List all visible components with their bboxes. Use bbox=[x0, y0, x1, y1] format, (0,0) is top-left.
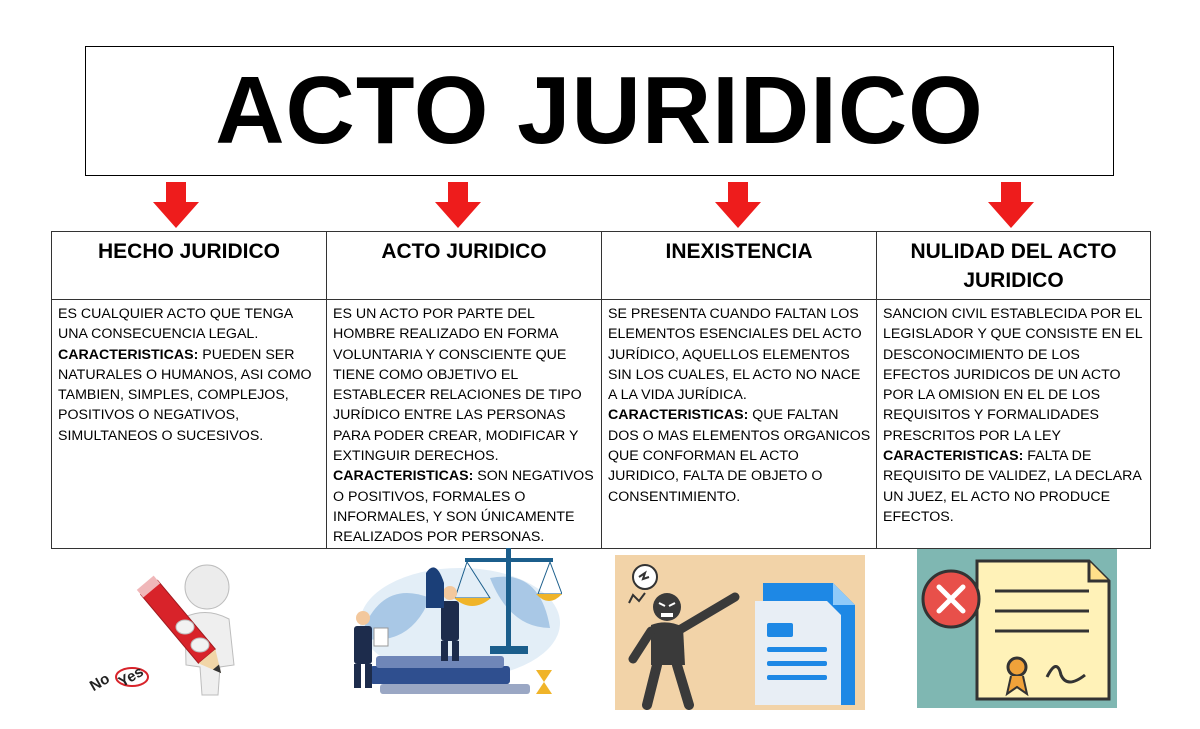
down-arrow-icon bbox=[153, 182, 199, 228]
down-arrow-icon bbox=[715, 182, 761, 228]
table-header-row bbox=[52, 232, 1151, 300]
person-pencil-icon bbox=[82, 555, 252, 705]
yes-label: Yes bbox=[115, 663, 147, 691]
title-box bbox=[85, 46, 1114, 176]
void-document-icon bbox=[917, 549, 1117, 708]
justice-scale-icon bbox=[340, 538, 562, 698]
table-body-row bbox=[52, 300, 1151, 549]
heading-inexistencia: INEXISTENCIA bbox=[602, 232, 877, 300]
down-arrow-icon bbox=[435, 182, 481, 228]
cell-acto-juridico bbox=[327, 300, 602, 549]
cell-nulidad bbox=[877, 300, 1151, 549]
page-title: ACTO JURIDICO bbox=[215, 57, 984, 164]
cell-hecho-juridico bbox=[52, 300, 327, 549]
characteristics-text: FALTA DE REQUISITO DE VALIDEZ, LA DECLARA UN JUEZ, EL ACTO NO PRODUCE EFECTOS. bbox=[883, 448, 1142, 525]
concept-table bbox=[51, 231, 1151, 549]
characteristics-label: CARACTERISTICAS: bbox=[58, 346, 199, 363]
definition-text: SANCION CIVIL ESTABLECIDA POR EL LEGISLADOR Y QUE CONSISTE EN EL DESCONOCIMIENTO DE LOS EFECTOS JURIDICOS DE UN ACTO POR LA OMISION EN EL DE LOS REQUISITOS Y FORMALIDADES PRESCRITOS POR LA LEY bbox=[883, 306, 1143, 444]
heading-acto-juridico: ACTO JURIDICO bbox=[327, 232, 602, 300]
characteristics-label: CARACTERISTICAS: bbox=[883, 448, 1024, 465]
heading-hecho-juridico: HECHO JURIDICO bbox=[52, 232, 327, 300]
down-arrow-icon bbox=[988, 182, 1034, 228]
characteristics-text: PUEDEN SER NATURALES O HUMANOS, ASI COMO TAMBIEN, SIMPLES, COMPLEJOS, POSITIVOS O NEGATIVOS, SIMULTANEOS O SUCESIVOS. bbox=[58, 346, 312, 444]
characteristics-text: QUE FALTAN DOS O MAS ELEMENTOS ORGANICOS QUE CONFORMAN EL ACTO JURIDICO, FALTA DE OBJETO O CONSENTIMIENTO. bbox=[608, 407, 871, 505]
definition-text: ES UN ACTO POR PARTE DEL HOMBRE REALIZADO EN FORMA VOLUNTARIA Y CONSCIENTE QUE TIENE COMO OBJETIVO EL ESTABLECER RELACIONES DE TIPO JURÍDICO ENTRE LAS PERSONAS PARA PODER CREAR, MODIFICAR Y EXTINGUIR DERECHOS. bbox=[333, 306, 582, 465]
characteristics-label: CARACTERISTICAS: bbox=[333, 468, 474, 485]
heading-nulidad: NULIDAD DEL ACTO JURIDICO bbox=[877, 232, 1151, 300]
angry-person-document-icon bbox=[615, 555, 865, 710]
no-label: No bbox=[86, 670, 113, 695]
characteristics-text: SON NEGATIVOS O POSITIVOS, FORMALES O INFORMALES, Y SON ÚNICAMENTE REALIZADOS POR PERSONAS. bbox=[333, 468, 594, 546]
definition-text: ES CUALQUIER ACTO QUE TENGA UNA CONSECUENCIA LEGAL. bbox=[58, 306, 293, 343]
characteristics-label: CARACTERISTICAS: bbox=[608, 407, 749, 424]
definition-text: SE PRESENTA CUANDO FALTAN LOS ELEMENTOS ESENCIALES DEL ACTO JURÍDICO, AQUELLOS ELEMENTOS SIN LOS CUALES, EL ACTO NO NACE A LA VIDA JURÍDICA. bbox=[608, 306, 862, 404]
cell-inexistencia bbox=[602, 300, 877, 549]
